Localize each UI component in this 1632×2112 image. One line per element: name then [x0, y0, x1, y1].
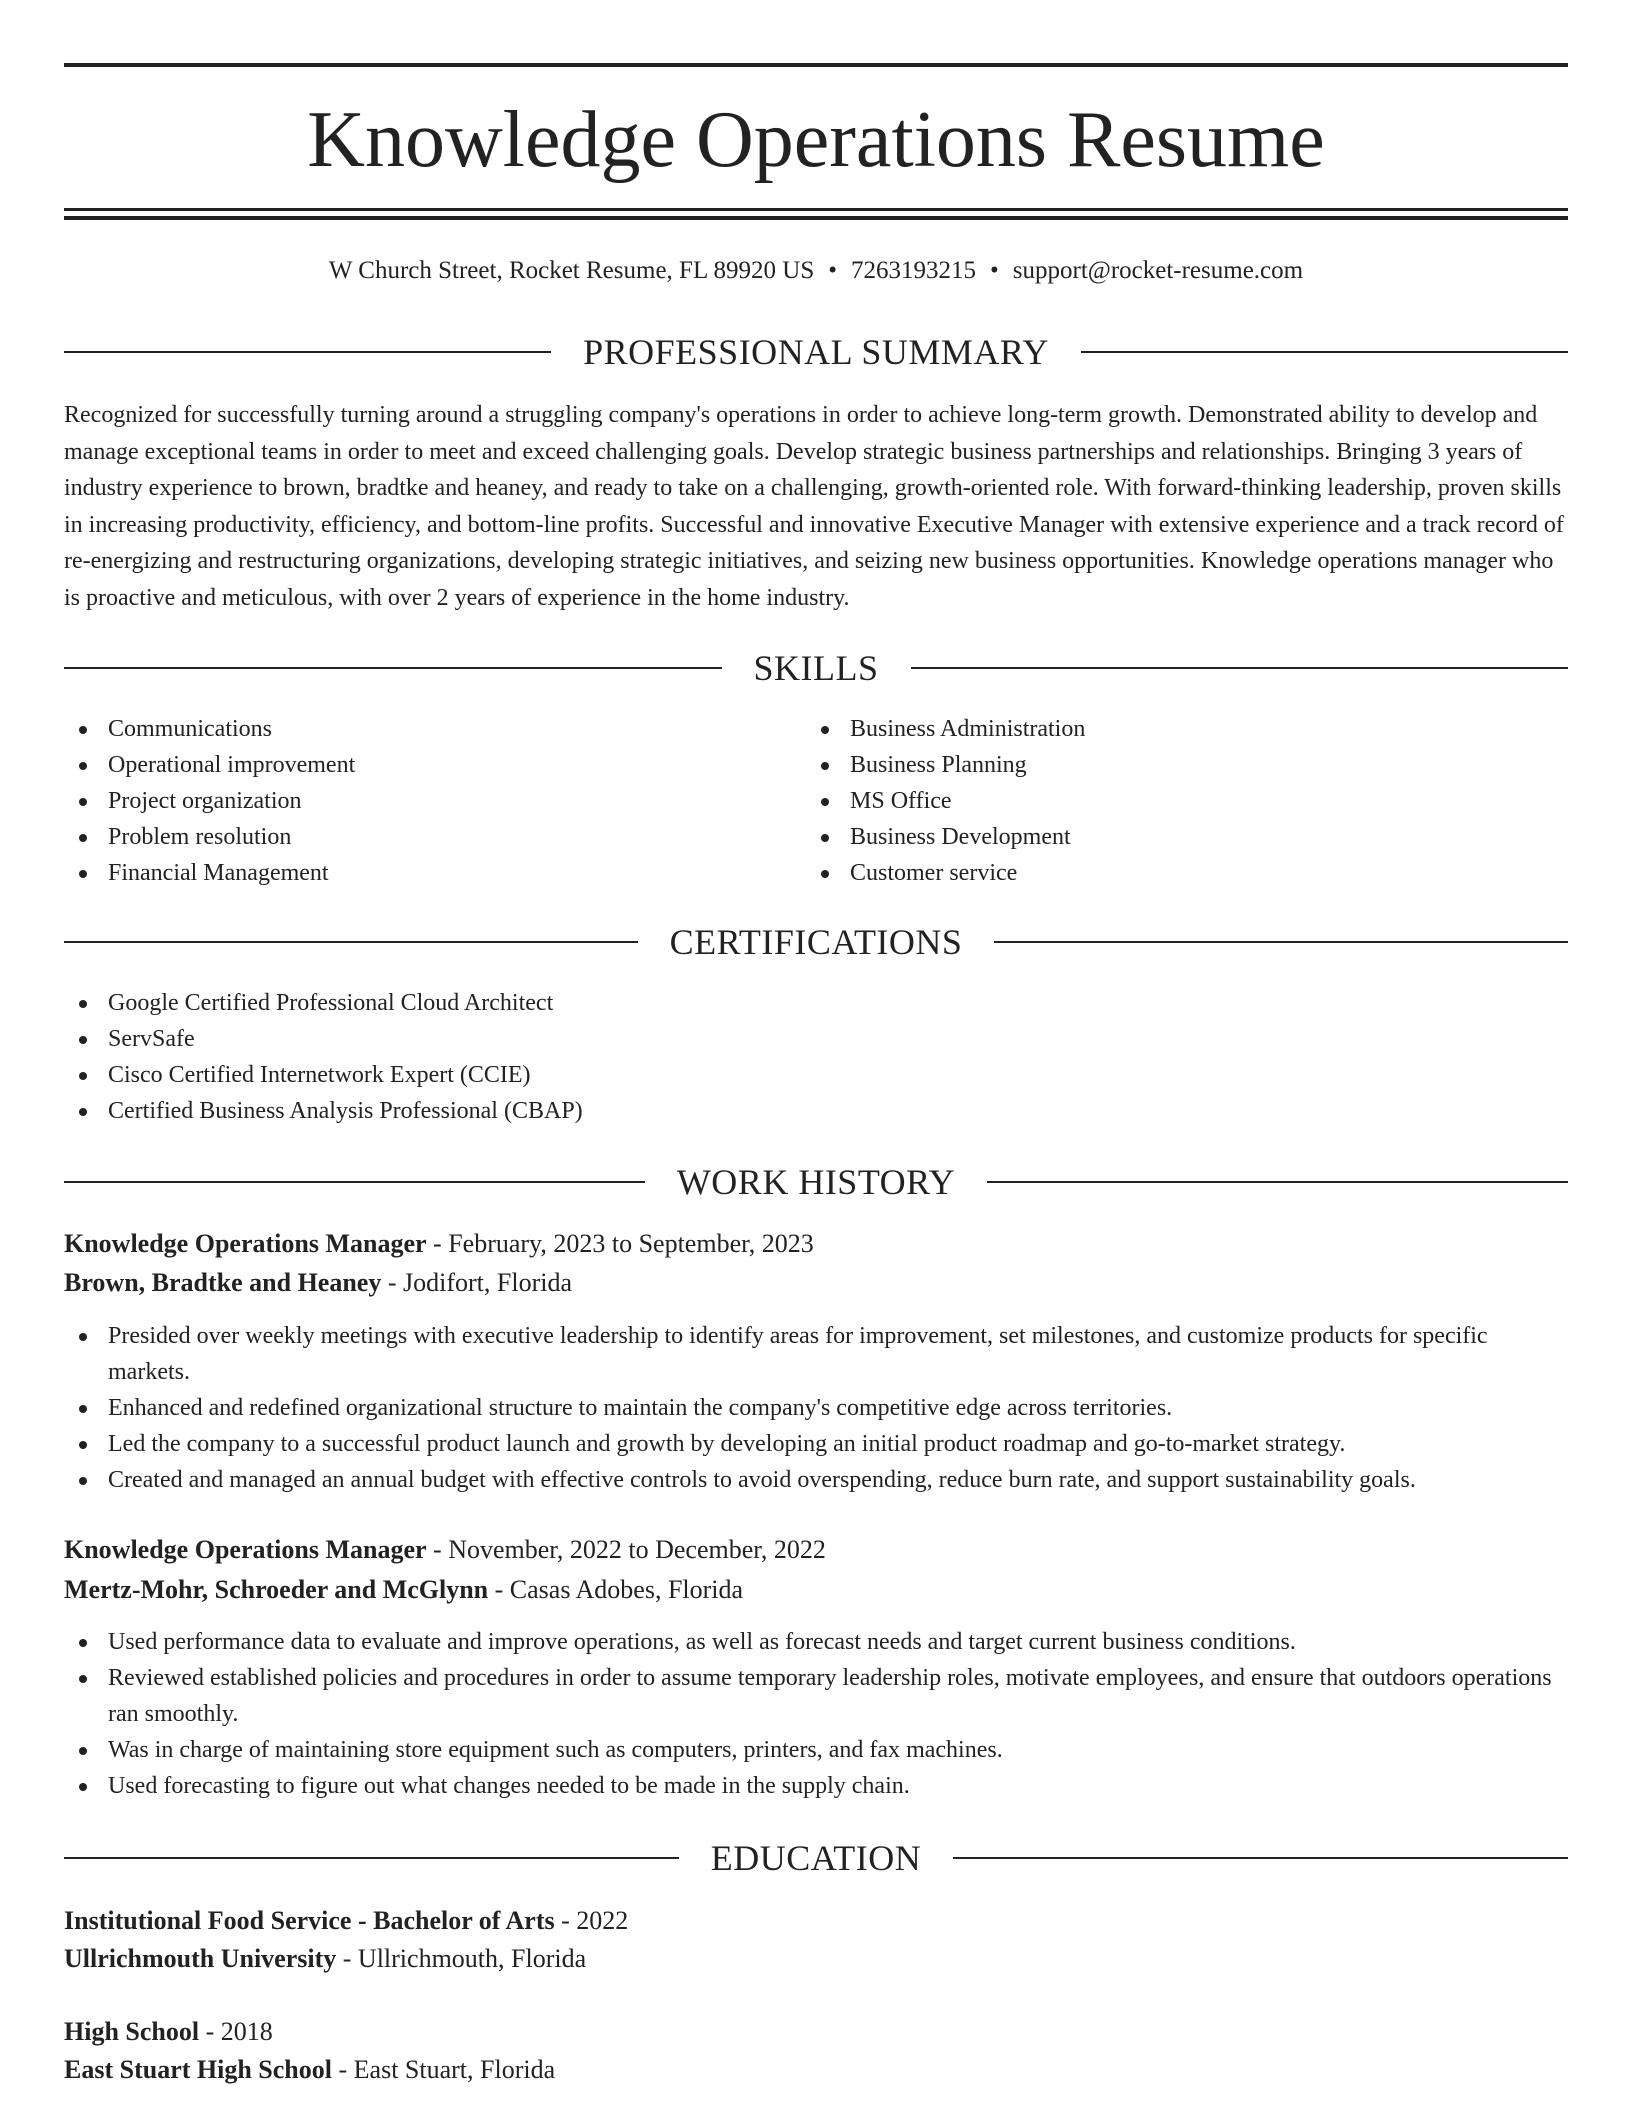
- certifications-list: [64, 985, 1568, 1129]
- skill-item: Business Planning: [806, 747, 1526, 783]
- skill-item: Business Administration: [806, 711, 1526, 747]
- job-dates: - November, 2022 to December, 2022: [426, 1535, 826, 1564]
- job-dates: - February, 2023 to September, 2023: [426, 1229, 814, 1258]
- heading-rule-right: [1081, 351, 1568, 353]
- heading-rule-left: [64, 667, 722, 669]
- education-degree-line: [64, 1902, 1568, 1940]
- education-degree: High School: [64, 2017, 200, 2046]
- skills-heading-text: SKILLS: [753, 648, 879, 688]
- certification-item: Certified Business Analysis Professional (CBAP): [64, 1093, 1568, 1129]
- job-company-line: [64, 1264, 1568, 1302]
- skill-item: Business Development: [806, 819, 1526, 855]
- skill-item: Problem resolution: [64, 819, 784, 855]
- certification-item: ServSafe: [64, 1021, 1568, 1057]
- education-school-line: [64, 2051, 1568, 2089]
- education-year: - 2018: [199, 2017, 273, 2046]
- skill-item: Financial Management: [64, 855, 784, 891]
- heading-rule-right: [953, 1857, 1568, 1859]
- education-degree: Institutional Food Service - Bachelor of Arts: [64, 1906, 555, 1935]
- education-school: Ullrichmouth University: [64, 1944, 337, 1973]
- heading-rule-right: [911, 667, 1569, 669]
- heading-rule-left: [64, 1857, 679, 1859]
- job-bullets: [64, 1318, 1568, 1498]
- education-heading-text: EDUCATION: [710, 1838, 922, 1878]
- contact-phone[interactable]: 7263193215: [851, 257, 977, 284]
- heading-rule-right: [987, 1181, 1568, 1183]
- education-year: - 2022: [554, 1906, 629, 1935]
- skills-heading: [64, 646, 1568, 690]
- job-bullet: Used performance data to evaluate and improve operations, as well as forecast needs and target current business conditions.: [64, 1624, 1568, 1660]
- job-company: Mertz-Mohr, Schroeder and McGlynn: [64, 1575, 489, 1604]
- certifications-heading-text: CERTIFICATIONS: [669, 922, 963, 962]
- job-bullets: [64, 1624, 1568, 1804]
- education-location: - Ullrichmouth, Florida: [336, 1944, 587, 1973]
- job-bullet: Reviewed established policies and procedures in order to assume temporary leadership roles, motivate employees, and ensure that outdoors operations ran smoothly.: [64, 1660, 1568, 1732]
- job-bullet: Led the company to a successful product launch and growth by developing an initial product roadmap and go-to-market strategy.: [64, 1426, 1568, 1462]
- resume-title: Knowledge Operations Resume: [307, 96, 1325, 184]
- job-bullet: Created and managed an annual budget with effective controls to avoid overspending, reduce burn rate, and support sustainability goals.: [64, 1462, 1568, 1498]
- top-rule: [64, 63, 1568, 67]
- skill-item: Project organization: [64, 783, 784, 819]
- job-title-line: [64, 1225, 1568, 1263]
- summary-text: Recognized for successfully turning around a struggling company's operations in order to achieve long-term growth. Demonstrated ability to develop and manage exceptional teams in order to meet and exceed challenging goals. Develop strategic business partnerships and relationships. Bringing 3 years of industry experience to brown, bradtke and heaney, and ready to take on a challenging, growth-oriented role. With forward-thinking leadership, proven skills in increasing productivity, efficiency, and bottom-line profits. Successful and innovative Executive Manager with extensive experience and a track record of re-energizing and restructuring organizations, developing strategic initiatives, and seizing new business opportunities. Knowledge operations manager who is proactive and meticulous, with over 2 years of experience in the home industry.: [64, 402, 1564, 611]
- skills-column-left: [64, 711, 784, 891]
- job-title: Knowledge Operations Manager: [64, 1535, 427, 1564]
- job-location: - Jodifort, Florida: [381, 1268, 572, 1297]
- summary-heading: [64, 330, 1568, 374]
- summary-heading-text: PROFESSIONAL SUMMARY: [583, 332, 1049, 372]
- contact-separator: •: [828, 257, 838, 284]
- title-rule-lower: [64, 216, 1568, 220]
- heading-rule-left: [64, 941, 638, 943]
- skills-column-right: [806, 711, 1526, 891]
- education-degree-line: [64, 2013, 1568, 2051]
- job-company-line: [64, 1571, 1568, 1609]
- skill-item: Operational improvement: [64, 747, 784, 783]
- skill-item: Customer service: [806, 855, 1526, 891]
- certification-item: Google Certified Professional Cloud Architect: [64, 985, 1568, 1021]
- job-title-line: [64, 1531, 1568, 1569]
- contact-email[interactable]: support@rocket-resume.com: [1012, 257, 1304, 284]
- certification-item: Cisco Certified Internetwork Expert (CCIE): [64, 1057, 1568, 1093]
- title-rule-upper: [64, 208, 1568, 211]
- job-bullet: Enhanced and redefined organizational structure to maintain the company's competitive edge across territories.: [64, 1390, 1568, 1426]
- skill-item: MS Office: [806, 783, 1526, 819]
- job-bullet: Presided over weekly meetings with executive leadership to identify areas for improvement, set milestones, and customize products for specific markets.: [64, 1318, 1568, 1390]
- job-bullet: Used forecasting to figure out what changes needed to be made in the supply chain.: [64, 1768, 1568, 1804]
- job-title: Knowledge Operations Manager: [64, 1229, 427, 1258]
- education-school: East Stuart High School: [64, 2055, 332, 2084]
- heading-rule-left: [64, 1181, 645, 1183]
- education-location: - East Stuart, Florida: [332, 2055, 556, 2084]
- contact-separator: •: [990, 257, 999, 284]
- skill-item: Communications: [64, 711, 784, 747]
- work-heading: [64, 1160, 1568, 1204]
- job-location: - Casas Adobes, Florida: [488, 1575, 744, 1604]
- certifications-heading: [64, 920, 1568, 964]
- job-bullet: Was in charge of maintaining store equipment such as computers, printers, and fax machines.: [64, 1732, 1568, 1768]
- contact-line: [64, 254, 1568, 288]
- job-company: Brown, Bradtke and Heaney: [64, 1268, 382, 1297]
- contact-address: W Church Street, Rocket Resume, FL 89920 US: [328, 257, 815, 284]
- heading-rule-left: [64, 351, 551, 353]
- work-heading-text: WORK HISTORY: [676, 1162, 956, 1202]
- education-heading: [64, 1836, 1568, 1880]
- education-school-line: [64, 1940, 1568, 1978]
- heading-rule-right: [994, 941, 1568, 943]
